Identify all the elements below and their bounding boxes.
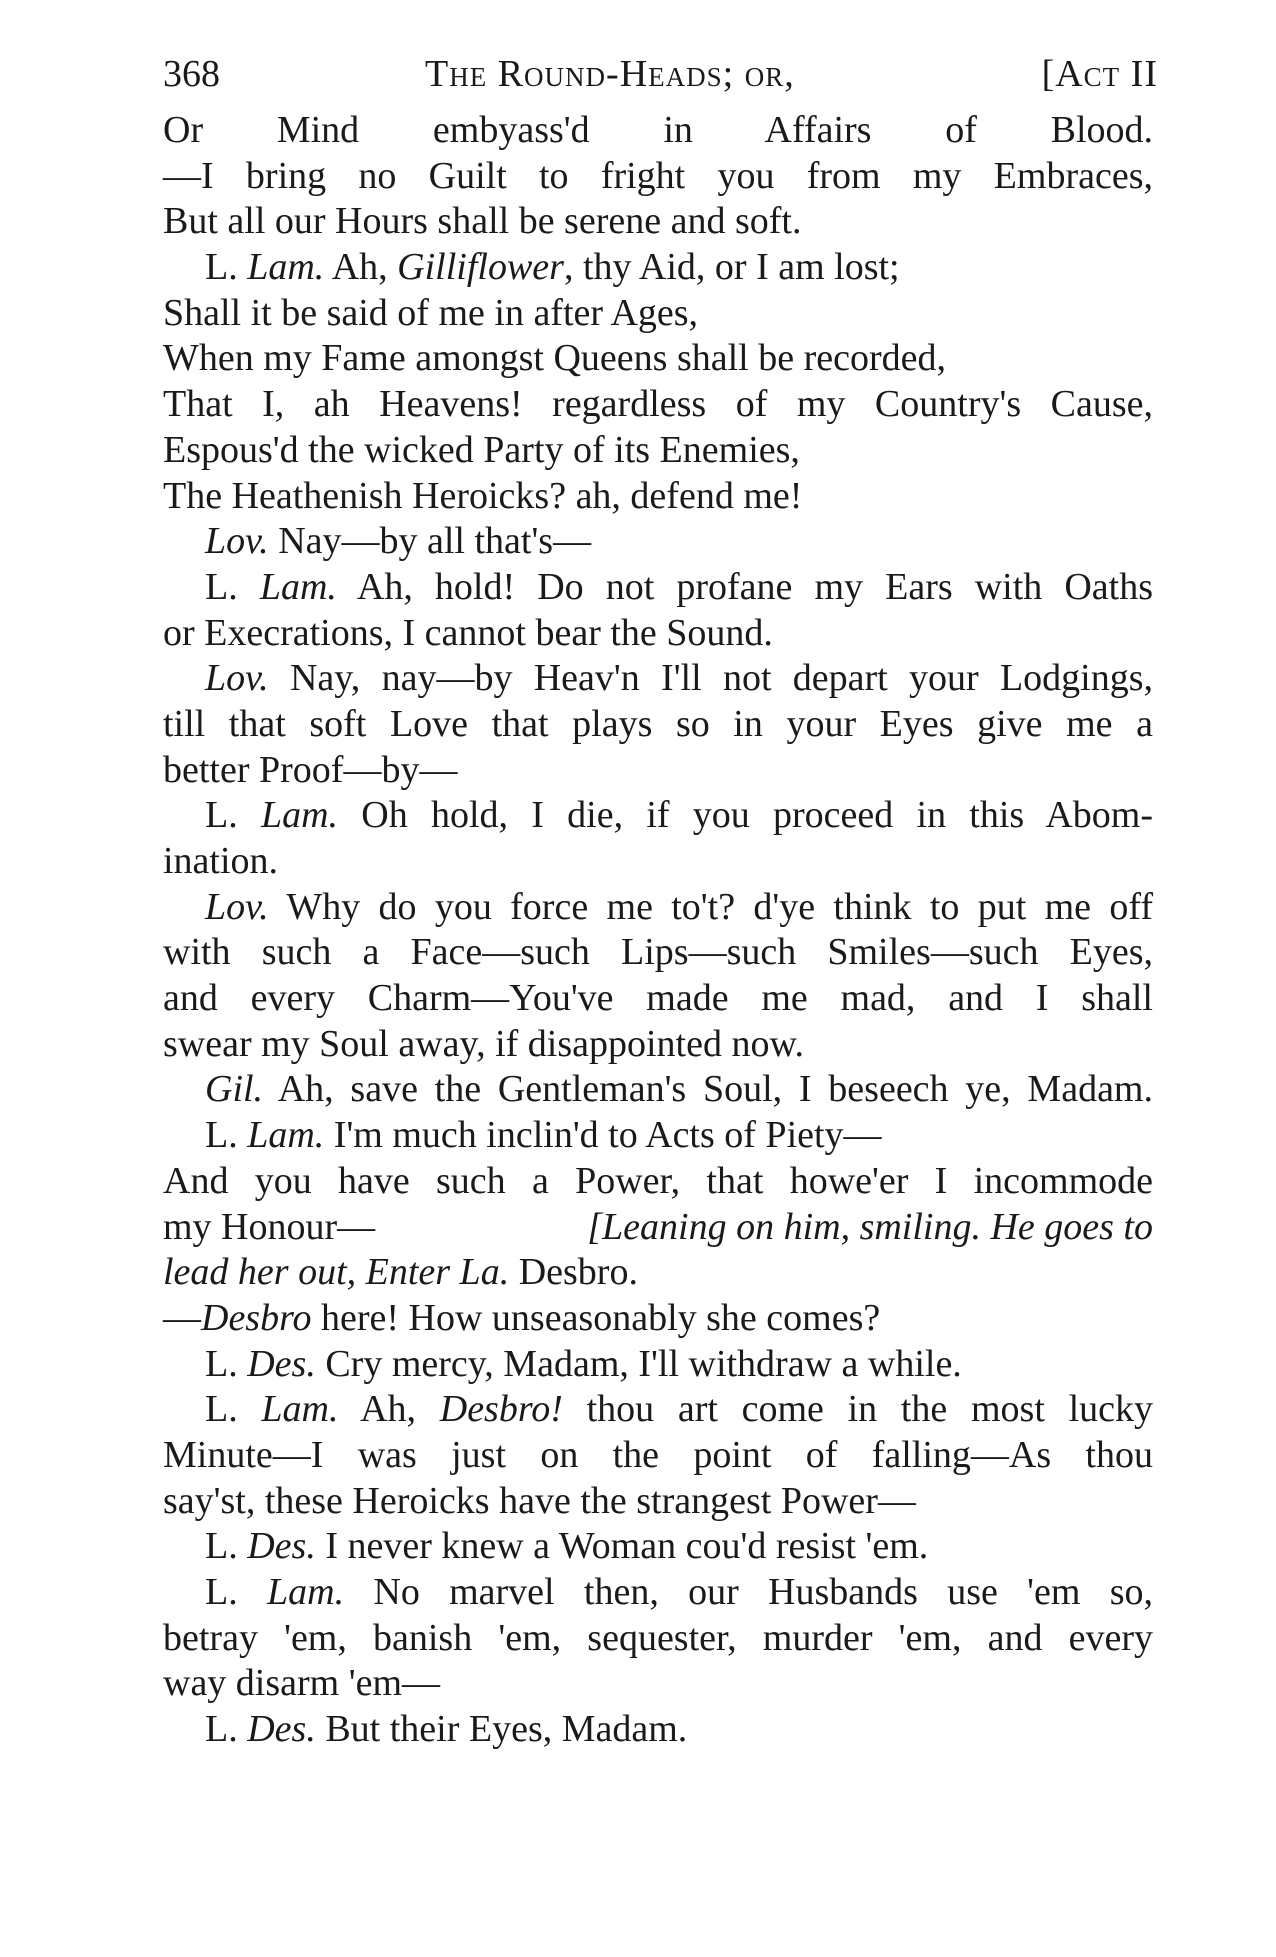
text-line: say'st, these Heroicks have the strangest Power— — [163, 1479, 916, 1522]
speaker-prefix: L. — [205, 565, 238, 608]
stage-direction: [Leaning on him, smiling. He goes to — [587, 1205, 1153, 1248]
speech-line: Lov. Nay—by all that's— — [205, 520, 592, 563]
text-line: Minute—I was just on the point of falling—As thou — [163, 1433, 1153, 1476]
play-text — [163, 108, 1153, 1753]
speech-line: L. Des. Cry mercy, Madam, I'll withdraw a while. — [205, 1342, 962, 1385]
speaker-prefix: L. — [205, 794, 238, 837]
speaker-prefix: L. — [205, 1708, 238, 1751]
text-line: That I, ah Heavens! regardless of my Country's Cause, — [163, 383, 1153, 426]
text-line: Or Mind embyass'd in Affairs of Blood. — [163, 109, 1153, 151]
speech-line: L. Lam. I'm much inclin'd to Acts of Piety— — [205, 1114, 882, 1157]
speaker-prefix: L. — [205, 246, 238, 289]
speech-line: Lov. Why do you force me to't? d'ye think to put me off — [205, 885, 1153, 928]
speaker-name: Lam. — [247, 1114, 325, 1157]
speaker-name: Lam. — [267, 1571, 345, 1613]
speech-line: L. Lam. No marvel then, our Husbands use 'em so, — [205, 1571, 1154, 1613]
stage-direction: lead her out, Enter La. — [163, 1251, 510, 1294]
text-line: swear my Soul away, if disappointed now. — [163, 1022, 804, 1065]
stage-direction-line: lead her out, Enter La. Desbro. — [163, 1251, 638, 1294]
text-line: But all our Hours shall be serene and soft. — [163, 200, 802, 243]
speech-line: L. Lam. Ah, hold! Do not profane my Ears with Oaths — [205, 565, 1154, 608]
speaker-prefix: L. — [205, 1342, 238, 1385]
speech-line: Lov. Nay, nay—by Heav'n I'll not depart your Lodgings, — [205, 657, 1153, 700]
text-line: When my Fame amongst Queens shall be recorded, — [163, 337, 946, 380]
text-line: betray 'em, banish 'em, sequester, murder 'em, and every — [163, 1616, 1153, 1659]
text-line: and every Charm—You've made me mad, and I shall — [163, 977, 1153, 1020]
speech-line: L. Lam. Ah, Desbro! thou art come in the most lucky — [205, 1388, 1154, 1431]
speaker-name: Lam. — [259, 565, 337, 608]
speech-line: L. Lam. Oh hold, I die, if you proceed in this Abom- — [205, 794, 1154, 837]
text-line: my Honour— [Leaning on him, smiling. He goes to — [163, 1205, 1153, 1251]
speaker-prefix: L. — [205, 1525, 238, 1568]
speech-line: Gil. Ah, save the Gentleman's Soul, I beseech ye, Madam. — [205, 1068, 1153, 1111]
speaker-name: Des. — [247, 1708, 316, 1751]
text-line: way disarm 'em— — [163, 1662, 441, 1705]
speech-line: L. Des. I never knew a Woman cou'd resist 'em. — [205, 1525, 929, 1568]
speaker-prefix: L. — [205, 1571, 238, 1613]
speaker-name: Lam. — [261, 1388, 339, 1431]
speech-line: L. Des. But their Eyes, Madam. — [205, 1708, 688, 1751]
text-line: or Execrations, I cannot bear the Sound. — [163, 611, 773, 654]
speaker-prefix: L. — [205, 1388, 238, 1431]
speaker-name: Lov. — [205, 520, 269, 563]
speaker-name: Gil. — [205, 1068, 264, 1111]
text-line: ination. — [163, 840, 279, 882]
speaker-name: Lam. — [260, 794, 339, 837]
speaker-name: Des. — [247, 1342, 316, 1385]
speaker-name: Lam. — [247, 246, 325, 289]
speaker-name: Des. — [247, 1525, 316, 1568]
text-line: till that soft Love that plays so in your Eyes give me a — [163, 702, 1153, 745]
speaker-name: Lov. — [205, 885, 269, 928]
text-line: —I bring no Guilt to fright you from my Embraces, — [163, 154, 1153, 197]
running-title: The Round-Heads; or, — [425, 53, 795, 95]
text-line: The Heathenish Heroicks? ah, defend me! — [163, 474, 803, 517]
text-line: with such a Face—such Lips—such Smiles—such Eyes, — [163, 931, 1153, 974]
speaker-name: Lov. — [205, 657, 269, 700]
page-number: 368 — [163, 53, 220, 95]
act-marker: [Act II — [1041, 53, 1158, 95]
text-line: better Proof—by— — [163, 748, 458, 791]
speech-line: L. Lam. Ah, Gilliflower, thy Aid, or I am lost; — [205, 246, 900, 289]
text-line: —Desbro here! How unseasonably she comes? — [163, 1296, 881, 1339]
text-line: Espous'd the wicked Party of its Enemies, — [163, 428, 800, 471]
running-header — [163, 52, 1158, 112]
speaker-prefix: L. — [205, 1114, 238, 1157]
text-line: And you have such a Power, that howe'er I incommode — [163, 1159, 1153, 1202]
text-line: Shall it be said of me in after Ages, — [163, 291, 699, 334]
